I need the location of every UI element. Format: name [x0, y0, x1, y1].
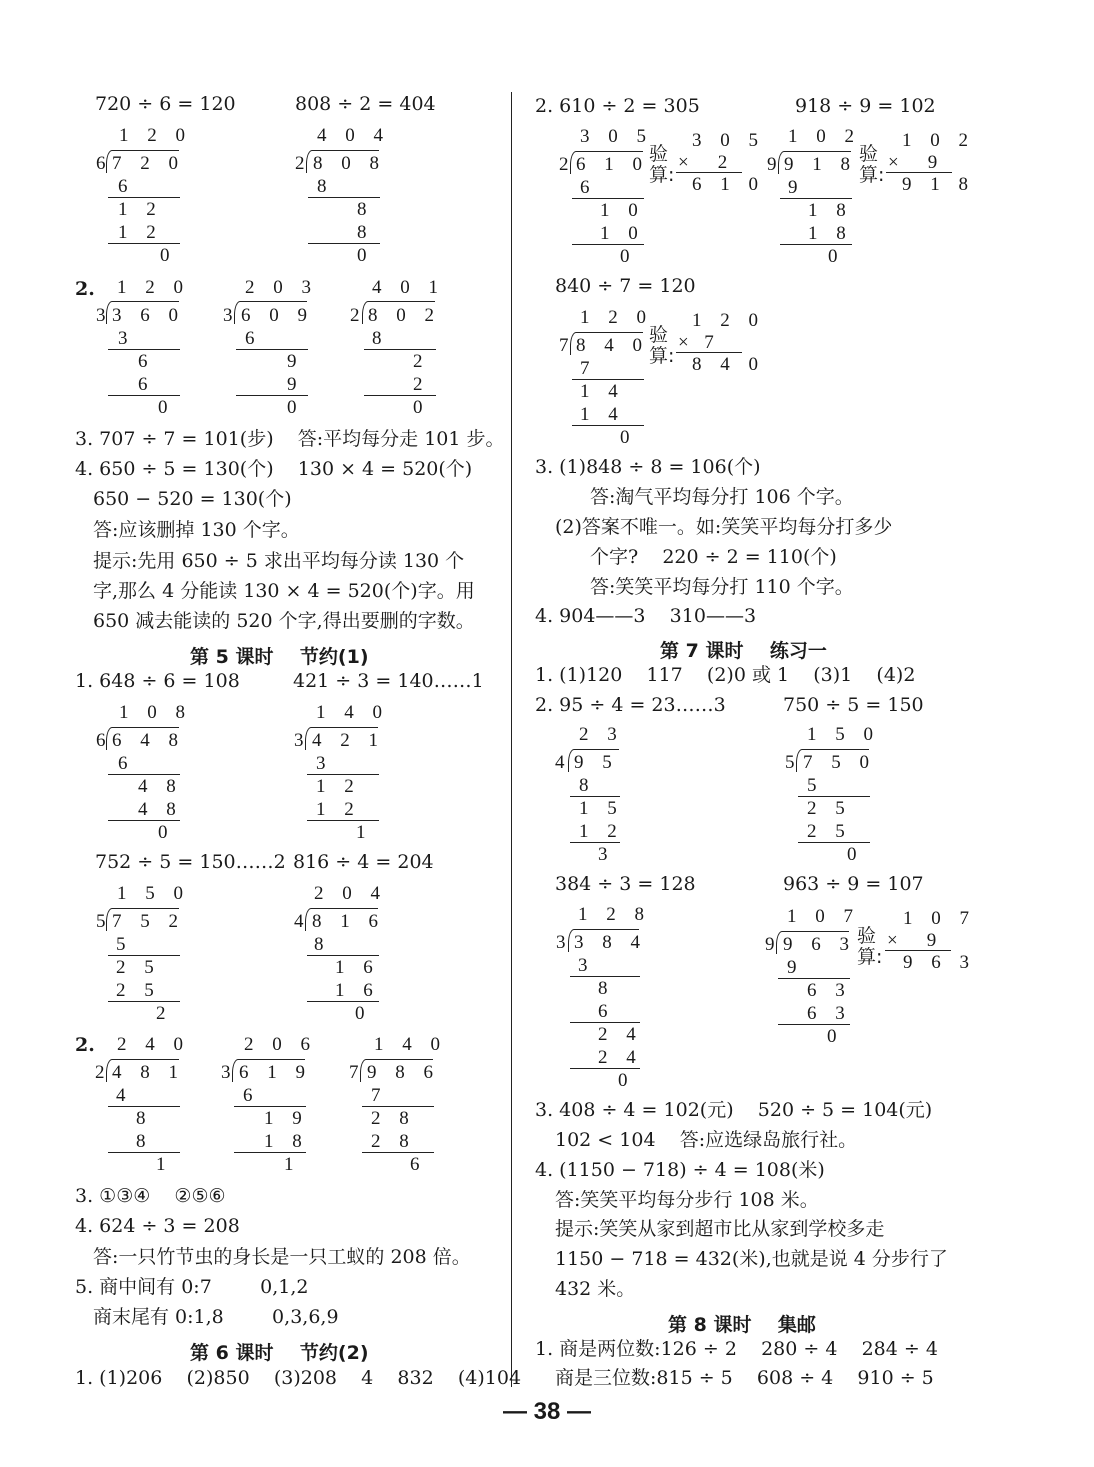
question-number: 2. — [75, 278, 95, 300]
hint: 提示:笑笑从家到超市比从家到学校多走 — [555, 1218, 885, 1240]
lesson-heading: 第 5 课时 节约(1) — [190, 646, 369, 668]
answer-line: 答:淘气平均每分打 106 个字。 — [590, 486, 854, 508]
answer-line: 3. (1)848 ÷ 8 = 106(个) — [535, 456, 761, 478]
answer-line: 商是三位数:815 ÷ 5 608 ÷ 4 910 ÷ 5 — [555, 1367, 934, 1389]
hint: 提示:先用 650 ÷ 5 求出平均每分读 130 个 — [93, 550, 465, 572]
lesson-heading: 第 8 课时 集邮 — [668, 1314, 816, 1336]
check-label: 验算: — [649, 143, 675, 186]
equation: 816 ÷ 4 = 204 — [293, 851, 434, 873]
answer-line: 4. 624 ÷ 3 = 208 — [75, 1215, 240, 1237]
hint: 字,那么 4 分能读 130 × 4 = 520(个)字。用 — [93, 580, 475, 602]
equation: 752 ÷ 5 = 150……2 — [95, 851, 286, 873]
equation: 808 ÷ 2 = 404 — [295, 93, 436, 115]
equation: 840 ÷ 7 = 120 — [555, 275, 696, 297]
question-number: 2. — [75, 1034, 95, 1056]
answer-line: 3. ①③④ ②⑤⑥ — [75, 1185, 226, 1207]
page-number: — 38 — — [502, 1398, 592, 1425]
answer-line: 1. (1)206 (2)850 (3)208 4 832 (4)104 — [75, 1367, 522, 1389]
check-label: 验算: — [649, 324, 675, 367]
hint: 650 减去能读的 520 个字,得出要删的字数。 — [93, 610, 475, 632]
answer-line: 个字? 220 ÷ 2 = 110(个) — [590, 546, 837, 568]
answer-line: 答:笑笑平均每分打 110 个字。 — [590, 576, 854, 598]
equation: 918 ÷ 9 = 102 — [795, 95, 936, 117]
check-label: 验算: — [857, 925, 883, 968]
equation: 1. 648 ÷ 6 = 108 — [75, 670, 240, 692]
column-divider — [511, 92, 512, 1387]
answer-line: 3. 707 ÷ 7 = 101(步) 答:平均每分走 101 步。 — [75, 428, 505, 450]
answer-line: 答:应该删掉 130 个字。 — [93, 519, 300, 541]
equation: 421 ÷ 3 = 140……1 — [293, 670, 484, 692]
answer-line: 4. 650 ÷ 5 = 130(个) 130 × 4 = 520(个) — [75, 458, 473, 480]
answer-line: 答:一只竹节虫的身长是一只工蚁的 208 倍。 — [93, 1246, 471, 1268]
lesson-heading: 第 6 课时 节约(2) — [190, 1342, 369, 1364]
answer-line: (2)答案不唯一。如:笑笑平均每分打多少 — [555, 516, 893, 538]
check-label: 验算: — [859, 143, 885, 186]
hint: 1150 − 718 = 432(米),也就是说 4 分步行了 — [555, 1248, 948, 1270]
hint: 432 米。 — [555, 1278, 636, 1300]
equation: 750 ÷ 5 = 150 — [783, 694, 924, 716]
lesson-heading: 第 7 课时 练习一 — [660, 640, 827, 662]
answer-line: 102 < 104 答:应选绿岛旅行社。 — [555, 1129, 858, 1151]
equation: 963 ÷ 9 = 107 — [783, 873, 924, 895]
answer-line: 650 − 520 = 130(个) — [93, 488, 292, 510]
answer-line: 1. (1)120 117 (2)0 或 1 (3)1 (4)2 — [535, 664, 916, 686]
equation: 384 ÷ 3 = 128 — [555, 873, 696, 895]
answer-line: 商末尾有 0:1,8 0,3,6,9 — [93, 1306, 339, 1328]
answer-line: 3. 408 ÷ 4 = 102(元) 520 ÷ 5 = 104(元) — [535, 1099, 933, 1121]
answer-line: 4. (1150 − 718) ÷ 4 = 108(米) — [535, 1159, 825, 1181]
equation: 2. 95 ÷ 4 = 23……3 — [535, 694, 726, 716]
answer-line: 答:笑笑平均每分步行 108 米。 — [555, 1189, 819, 1211]
equation: 2. 610 ÷ 2 = 305 — [535, 95, 700, 117]
equation: 720 ÷ 6 = 120 — [95, 93, 236, 115]
answer-line: 5. 商中间有 0:7 0,1,2 — [75, 1276, 309, 1298]
answer-line: 1. 商是两位数:126 ÷ 2 280 ÷ 4 284 ÷ 4 — [535, 1338, 938, 1360]
answer-line: 4. 904——3 310——3 — [535, 605, 757, 627]
